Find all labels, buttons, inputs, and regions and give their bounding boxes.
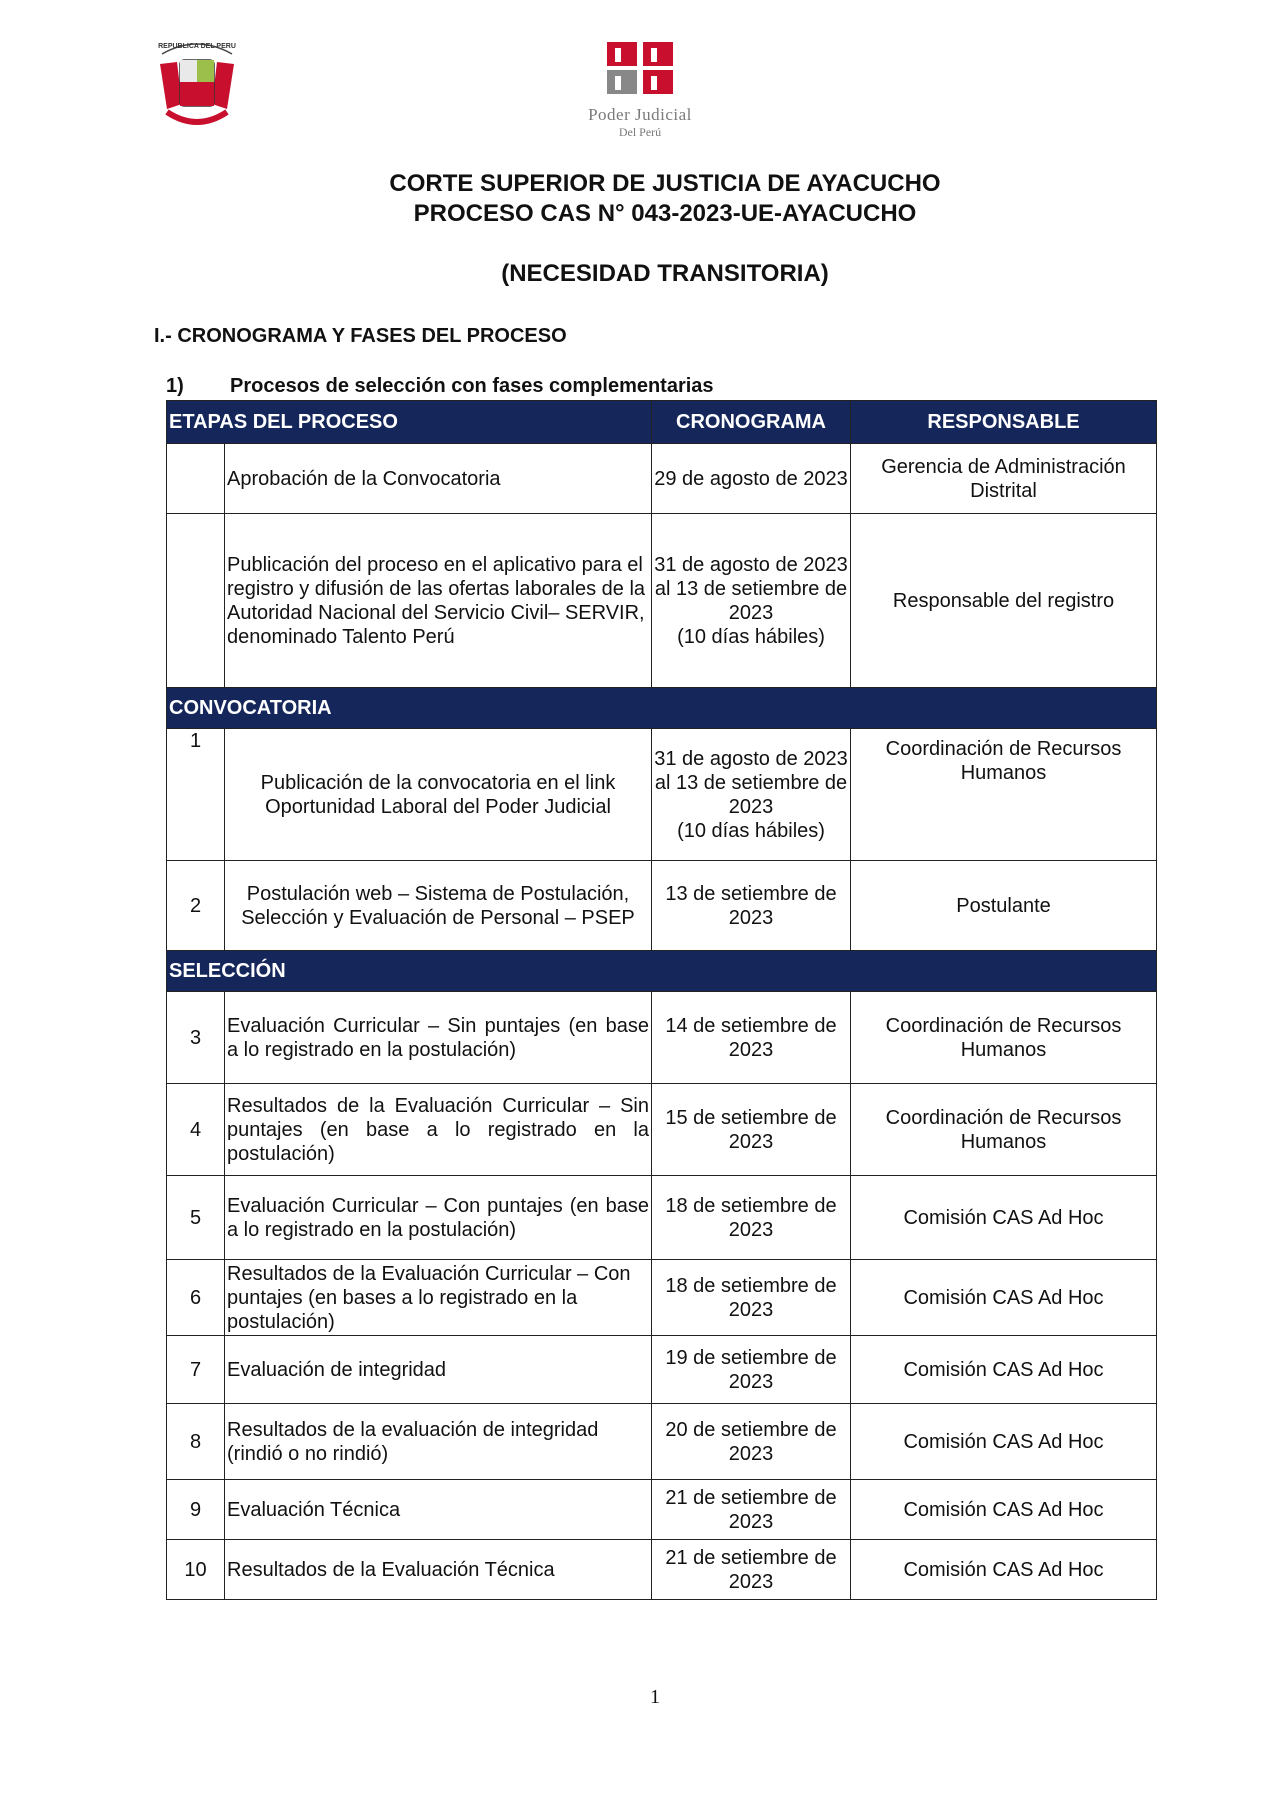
band-seleccion: SELECCIÓN [167,951,1157,992]
title-process: PROCESO CAS N° 043-2023-UE-AYACUCHO [413,200,917,227]
coat-of-arms-lettering: REPUBLICA DEL PERU [158,43,236,50]
poder-judicial-mark-icon [605,40,675,96]
row-num: 9 [167,1480,225,1540]
row-num: 1 [167,729,225,861]
table-row [167,861,1157,951]
table-row [167,1404,1157,1480]
row-etapa: Publicación del proceso en el aplicativo para el registro y difusión de las ofertas laborales de la Autoridad Nacional del Servicio Civil– SERVIR, denominado Talento Perú [225,514,652,688]
peru-coat-of-arms-logo [152,34,242,124]
row-responsable: Coordinación de Recursos Humanos [851,1084,1157,1176]
table-header-row [167,401,1157,444]
row-cronograma: 20 de setiembre de 2023 [652,1404,851,1480]
row-num: 8 [167,1404,225,1480]
row-cronograma [652,729,851,861]
page-number: 1 [650,1686,660,1708]
row-responsable: Comisión CAS Ad Hoc [851,1176,1157,1260]
row-etapa: Evaluación Curricular – Con puntajes (en base a lo registrado en la postulación) [225,1176,652,1260]
row-num: 3 [167,992,225,1084]
row-responsable: Postulante [851,861,1157,951]
row-cronograma: 21 de setiembre de 2023 [652,1480,851,1540]
row-etapa: Evaluación Técnica [225,1480,652,1540]
row-etapa: Resultados de la Evaluación Técnica [225,1540,652,1600]
row-cronograma-note: (10 días hábiles) [677,819,825,842]
row-responsable: Gerencia de Administración Distrital [851,444,1157,514]
sub-heading-number: 1) [166,375,184,397]
row-cronograma: 19 de setiembre de 2023 [652,1336,851,1404]
row-responsable: Comisión CAS Ad Hoc [851,1404,1157,1480]
row-responsable: Responsable del registro [851,514,1157,688]
band-convocatoria: CONVOCATORIA [167,688,1157,729]
row-num [167,514,225,688]
poder-judicial-logo [560,40,720,150]
row-num: 2 [167,861,225,951]
table-row [167,1540,1157,1600]
poder-judicial-country: Del Perú [618,125,662,139]
table-row [167,1260,1157,1336]
row-etapa: Resultados de la Evaluación Curricular – Sin puntajes (en base a lo registrado en la postulación) [225,1084,652,1176]
poder-judicial-name: Poder Judicial [588,105,692,124]
table-row [167,1336,1157,1404]
table-row [167,1176,1157,1260]
row-responsable: Coordinación de Recursos Humanos [851,992,1157,1084]
row-cronograma: 18 de setiembre de 2023 [652,1176,851,1260]
schedule-table [166,400,1157,1600]
table-row [167,729,1157,861]
row-cronograma: 21 de setiembre de 2023 [652,1540,851,1600]
header-cronograma: CRONOGRAMA [652,401,851,444]
title-court: CORTE SUPERIOR DE JUSTICIA DE AYACUCHO [389,170,941,197]
row-etapa: Postulación web – Sistema de Postulación, Selección y Evaluación de Personal – PSEP [225,861,652,951]
row-responsable: Comisión CAS Ad Hoc [851,1260,1157,1336]
section-heading: I.- CRONOGRAMA Y FASES DEL PROCESO [154,325,567,347]
header-etapas: ETAPAS DEL PROCESO [167,401,652,444]
row-etapa: Evaluación Curricular – Sin puntajes (en base a lo registrado en la postulación) [225,992,652,1084]
sub-heading [166,375,714,398]
row-cronograma-date: 31 de agosto de 2023 al 13 de setiembre de 2023 [654,553,848,624]
row-etapa: Evaluación de integridad [225,1336,652,1404]
row-responsable: Comisión CAS Ad Hoc [851,1540,1157,1600]
row-responsable: Comisión CAS Ad Hoc [851,1480,1157,1540]
row-num: 6 [167,1260,225,1336]
row-cronograma: 15 de setiembre de 2023 [652,1084,851,1176]
row-etapa: Publicación de la convocatoria en el link Oportunidad Laboral del Poder Judicial [225,729,652,861]
row-cronograma: 13 de setiembre de 2023 [652,861,851,951]
row-etapa: Resultados de la Evaluación Curricular – Con puntajes (en bases a lo registrado en la postulación) [225,1260,652,1336]
row-num: 4 [167,1084,225,1176]
row-etapa: Aprobación de la Convocatoria [225,444,652,514]
row-cronograma: 18 de setiembre de 2023 [652,1260,851,1336]
table-row [167,444,1157,514]
table-row [167,514,1157,688]
table-row [167,992,1157,1084]
sub-heading-title: Procesos de selección con fases complementarias [230,375,714,397]
row-responsable: Comisión CAS Ad Hoc [851,1336,1157,1404]
band-row-convocatoria [167,688,1157,729]
row-cronograma: 14 de setiembre de 2023 [652,992,851,1084]
row-num: 7 [167,1336,225,1404]
row-cronograma-date: 31 de agosto de 2023 al 13 de setiembre de 2023 [654,747,848,818]
band-row-seleccion [167,951,1157,992]
title-necessity: (NECESIDAD TRANSITORIA) [501,260,829,287]
row-cronograma-note: (10 días hábiles) [677,625,825,648]
table-row [167,1480,1157,1540]
row-cronograma: 29 de agosto de 2023 [652,444,851,514]
row-etapa: Resultados de la evaluación de integridad (rindió o no rindió) [225,1404,652,1480]
row-responsable: Coordinación de Recursos Humanos [851,729,1157,861]
header-responsable: RESPONSABLE [851,401,1157,444]
row-cronograma [652,514,851,688]
table-row [167,1084,1157,1176]
row-num: 10 [167,1540,225,1600]
row-num: 5 [167,1176,225,1260]
row-num [167,444,225,514]
